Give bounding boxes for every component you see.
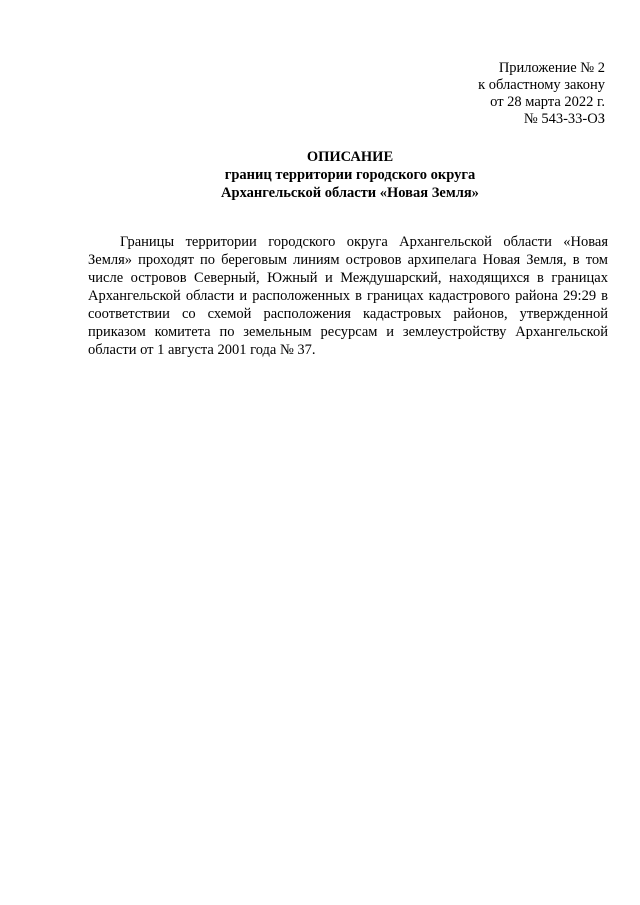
appendix-law-ref: к областному закону xyxy=(478,77,605,93)
appendix-reference xyxy=(385,60,605,128)
title-subtitle-line2: Архангельской области «Новая Земля» xyxy=(221,185,479,201)
body-paragraph: Границы территории городского округа Архангельской области «Новая Земля» проходят по береговым линиям островов архипелага Новая Земля, в том числе островов Северный, Южный и Междушарский, находящихся в границах Архангельской области и расположенных в границах кадастрового района 29:29 в соответствии со схемой расположения кадастровых районов, утвержденной приказом комитета по земельным ресурсам и землеустройству Архангельской области от 1 августа 2001 года № 37. xyxy=(88,234,608,358)
title-heading: ОПИСАНИЕ xyxy=(306,149,394,165)
appendix-number: Приложение № 2 xyxy=(498,60,605,76)
title-subtitle-line1: границ территории городского округа xyxy=(224,167,476,183)
appendix-date: от 28 марта 2022 г. xyxy=(490,94,605,110)
document-title xyxy=(88,148,612,202)
appendix-law-number: № 543-33-ОЗ xyxy=(523,111,605,127)
